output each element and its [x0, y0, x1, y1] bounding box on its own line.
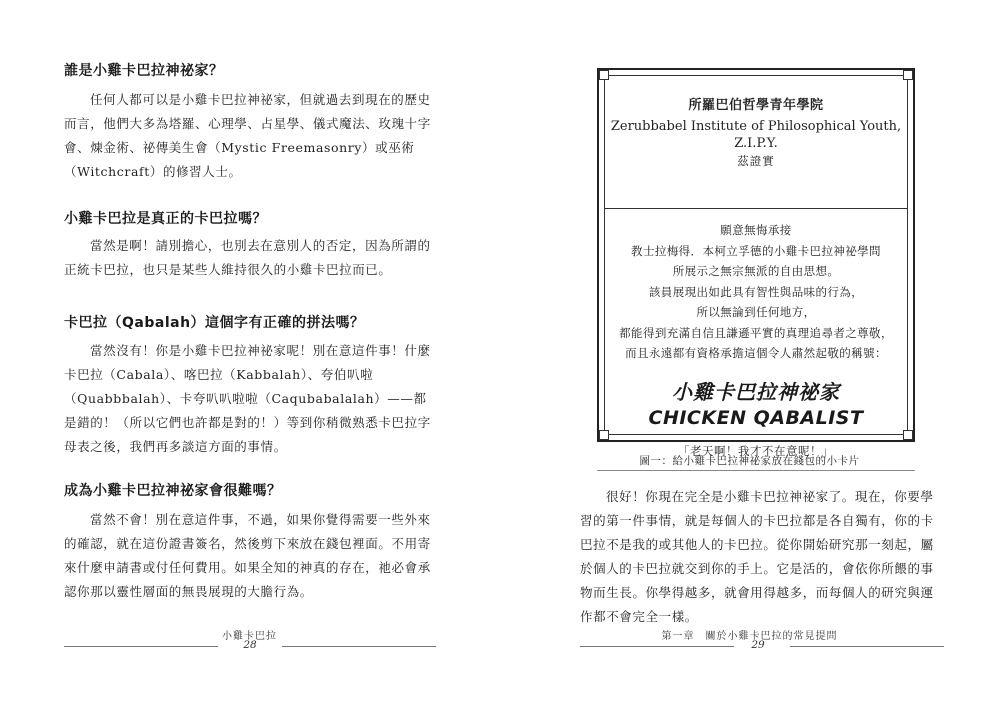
running-head: 第一章 關於小雞卡巴拉的常見提問 — [661, 631, 838, 642]
certificate-line: 願意無悔承接 — [720, 223, 792, 237]
question-heading: 小雞卡巴拉是真正的卡巴拉嗎？ — [64, 211, 267, 227]
certificate-motto: 「老天啊！我才不在意呢！」 — [678, 443, 834, 458]
answer-paragraph: 當然是啊！請別擔心，也別去在意別人的否定，因為所謂的正統卡巴拉，也只是某些人維持很久的小雞卡巴拉而已。 — [64, 238, 431, 277]
certificate-title-en: CHICKEN QABALIST — [648, 406, 864, 429]
answer-paragraph: 當然不會！別在意這件事，不過，如果你覺得需要一些外來的確認，就在這份證書簽名，然後剪下來放在錢包裡面。不用寄來什麼申請書或付任何費用。如果全知的神真的存在，祂必會承認你那以靈性層面的無畏展現的大膽行為。 — [64, 512, 431, 599]
institute-name-en: Zerubbabel Institute of Philosophical Youth, — [610, 119, 902, 134]
certificate-card — [597, 68, 915, 458]
corner-ornament-icon — [903, 70, 913, 80]
certificate-line: 所展示之無宗無派的自由思想。 — [672, 264, 840, 278]
certificate-divider — [605, 208, 907, 209]
certificate-line: 教士拉梅得．本柯立孚德的小雞卡巴拉神祕學問 — [631, 243, 881, 258]
certificate-line: 所以無論到任何地方， — [696, 305, 816, 319]
certificate-line: 都能得到充滿自信且謙遜平實的真理追尋者之尊敬， — [619, 325, 893, 340]
body-paragraph: 很好！你現在完全是小雞卡巴拉神祕家了。現在，你要學習的第一件事情，就是每個人的卡巴拉都是各自獨有，你的卡巴拉不是我的或其他人的卡巴拉。從你開始研究那一刻起，屬於個人的卡巴拉就交到你的手上。它是活的，會依你所餵的事物而生長。你學得越多，就會用得越多，而每個人的研究與運作都不會完全一樣。 — [580, 489, 934, 624]
institute-name-zh: 所羅巴伯哲學青年學院 — [688, 98, 824, 113]
answer-paragraph: 任何人都可以是小雞卡巴拉神祕家，但就過去到現在的歷史而言，他們大多為塔羅、心理學、占星學、儀式魔法、玫瑰十字會、煉金術、祕傳美生會（Mystic Freemasonry）或巫術（Witchcraft）的修習人士。 — [64, 92, 431, 179]
institute-abbreviation: Z.I.P.Y. — [734, 136, 778, 151]
certificate-inner-frame — [604, 75, 908, 458]
answer-paragraph: 當然沒有！你是小雞卡巴拉神祕家呢！別在意這件事！什麼卡巴拉（Cabala）、喀巴拉（Kabbalah）、夸伯叭啦（Quabbbalah）、卡夸叭叭啦啦（Caqubabalalah）——都是錯的！（所以它們也許都是對的！）等到你稍微熟悉卡巴拉字母表之後，我們再多談這方面的事情。 — [64, 343, 431, 454]
footer-rule — [790, 646, 944, 647]
caption-rule — [597, 470, 915, 471]
certify-text: 茲證實 — [737, 154, 775, 168]
figure-caption: 圖一：給小雞卡巴拉神祕家放在錢包的小卡片 — [639, 455, 860, 467]
certificate-header — [605, 94, 907, 169]
certificate-line: 而且永遠都有資格承擔這個令人肅然起敬的稱號： — [625, 346, 887, 360]
question-heading: 誰是小雞卡巴拉神祕家？ — [64, 63, 224, 79]
page-number: 29 — [751, 639, 765, 651]
running-head: 小雞卡巴拉 — [222, 631, 277, 642]
certificate-body — [605, 220, 907, 459]
certificate-title-zh: 小雞卡巴拉神祕家 — [672, 379, 840, 404]
footer-rule — [580, 646, 734, 647]
footer-rule — [282, 646, 436, 647]
left-page — [0, 0, 499, 709]
page-number: 28 — [243, 639, 257, 651]
right-page — [500, 0, 999, 709]
certificate-line: 該員展現出如此具有智性與品味的行為， — [648, 284, 864, 299]
footer-rule — [64, 646, 218, 647]
question-heading: 成為小雞卡巴拉神祕家會很難嗎？ — [64, 483, 282, 499]
corner-ornament-icon — [599, 70, 609, 80]
question-heading: 卡巴拉（Qabalah）這個字有正確的拼法嗎？ — [64, 315, 365, 331]
